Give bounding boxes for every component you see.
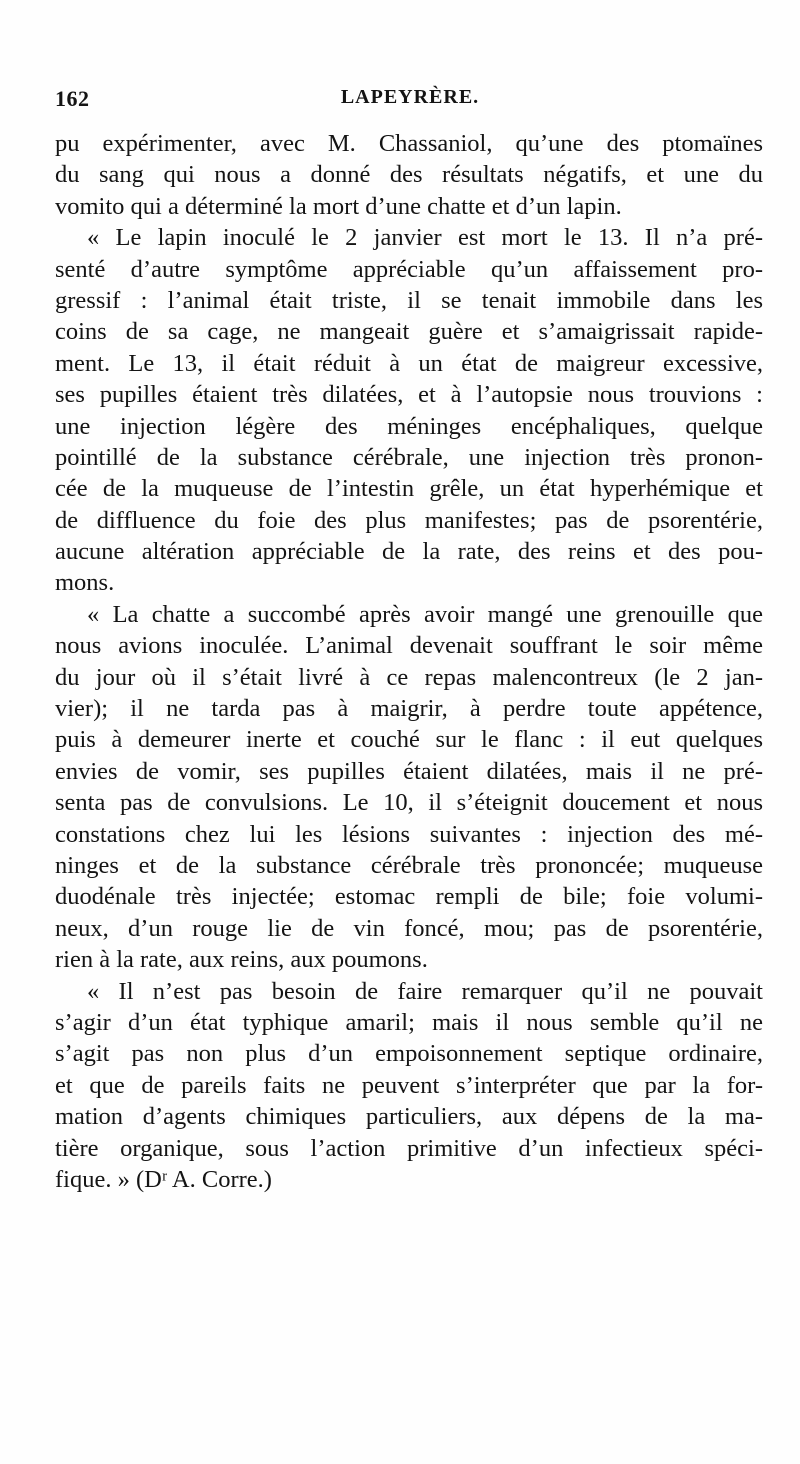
text-line: coins de sa cage, ne mangeait guère et s’amaigrissait rapide- [55,318,763,346]
text-line: duodénale très injectée; estomac rempli de bile; foie volumi- [55,883,763,911]
page-header [55,86,765,116]
text-line: cée de la muqueuse de l’intestin grêle, un état hyperhémique et [55,475,763,503]
text-line: puis à demeurer inerte et couché sur le flanc : il eut quelques [55,726,763,754]
text-line: senta pas de convulsions. Le 10, il s’éteignit doucement et nous [55,789,763,817]
text-line: pointillé de la substance cérébrale, une injection très pronon- [55,443,763,471]
text-line: nous avions inoculée. L’animal devenait souffrant le soir même [55,632,763,660]
text-line: s’agir d’un état typhique amaril; mais il nous semble qu’il ne [55,1008,763,1036]
text-line: vomito qui a déterminé la mort d’une chatte et d’un lapin. [55,192,622,220]
running-head: LAPEYRÈRE. [340,86,480,108]
text-line: mation d’agents chimiques particuliers, aux dépens de la ma- [55,1103,763,1131]
text-line: « La chatte a succombé après avoir mangé une grenouille que [87,600,763,628]
text-line: et que de pareils faits ne peuvent s’interpréter que par la for- [55,1071,763,1099]
text-line: ses pupilles étaient très dilatées, et à l’autopsie nous trouvions : [55,381,763,409]
text-line: une injection légère des méninges encéphaliques, quelque [55,412,763,440]
text-line: tière organique, sous l’action primitive d’un infectieux spéci- [55,1134,763,1162]
text-line: vier); il ne tarda pas à maigrir, à perdre toute appétence, [55,695,763,723]
text-line: s’agit pas non plus d’un empoisonnement septique ordinaire, [55,1040,763,1068]
text-line: fique. » (Dʳ A. Corre.) [55,1165,272,1193]
text-line: rien à la rate, aux reins, aux poumons. [55,946,428,974]
text-line: pu expérimenter, avec M. Chassaniol, qu’une des ptomaïnes [55,130,763,157]
text-line: « Le lapin inoculé le 2 janvier est mort le 13. Il n’a pré- [87,224,763,252]
text-line: aucune altération appréciable de la rate, des reins et des pou- [55,538,763,566]
text-line: « Il n’est pas besoin de faire remarquer qu’il ne pouvait [87,977,763,1005]
text-line: constations chez lui les lésions suivantes : injection des mé- [55,820,763,848]
text-line: senté d’autre symptôme appréciable qu’un affaissement pro- [55,255,763,283]
text-line: ment. Le 13, il était réduit à un état de maigreur excessive, [55,349,763,377]
text-line: du jour où il s’était livré à ce repas malencontreux (le 2 jan- [55,663,763,691]
text-line: ninges et de la substance cérébrale très prononcée; muqueuse [55,851,763,879]
text-line: du sang qui nous a donné des résultats négatifs, et une du [55,161,763,189]
text-line: neux, d’un rouge lie de vin foncé, mou; pas de psorentérie, [55,914,763,942]
text-line: gressif : l’animal était triste, il se tenait immobile dans les [55,286,763,314]
body-text [55,128,763,1195]
text-line: mons. [55,569,115,597]
page-number: 162 [55,86,90,111]
text-line: envies de vomir, ses pupilles étaient dilatées, mais il ne pré- [55,757,763,785]
text-line: de diffluence du foie des plus manifestes; pas de psorentérie, [55,506,763,534]
